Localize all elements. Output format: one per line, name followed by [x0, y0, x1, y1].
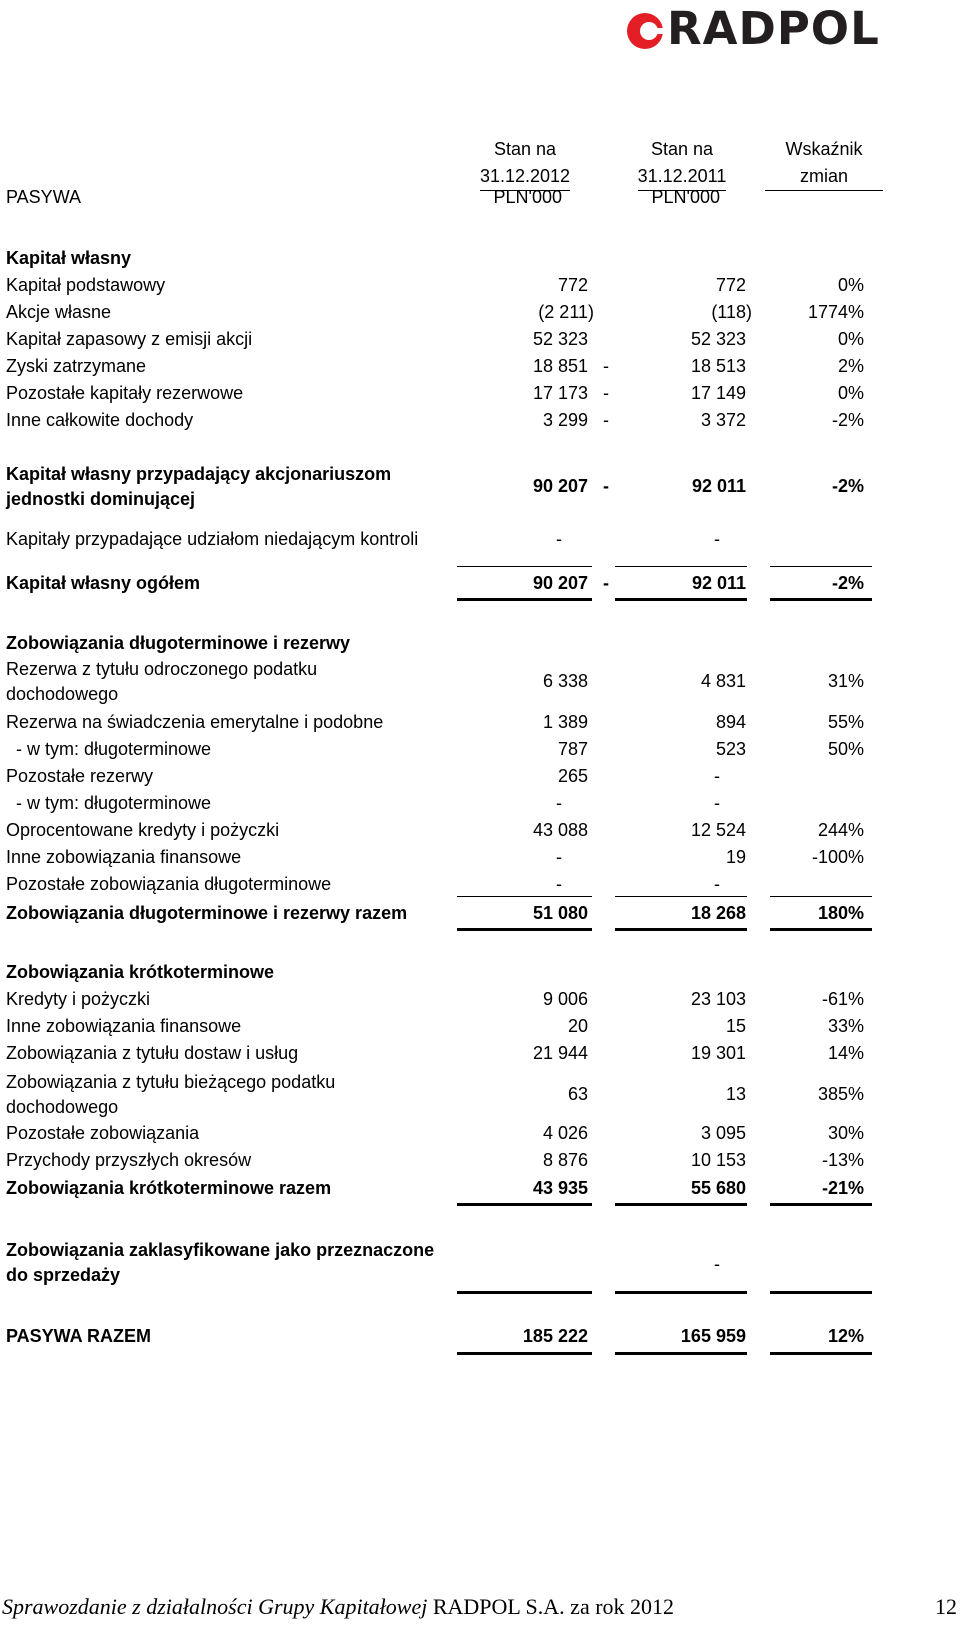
rule	[615, 928, 747, 931]
header-col-change-line1: Wskaźnik	[785, 139, 863, 159]
page-number: 12	[935, 1594, 957, 1619]
rule	[457, 1291, 592, 1294]
rule	[457, 1203, 592, 1206]
rule	[457, 1352, 592, 1355]
rule	[770, 928, 872, 931]
header-col-change-line2: zmian	[765, 163, 883, 191]
rule	[457, 598, 592, 601]
rule	[615, 1291, 747, 1294]
radpol-logo	[625, 4, 955, 54]
rule	[615, 1352, 747, 1355]
footer-title-company: RADPOL S.A. za rok 2012	[432, 1594, 675, 1619]
footer-title-italic: Sprawozdanie z działalności Grupy Kapitałowej	[2, 1594, 428, 1619]
rule	[615, 1203, 747, 1206]
header-col-2012-date: 31.12.2012	[480, 163, 570, 191]
header-col-2011-date: 31.12.2011	[638, 163, 727, 191]
header-col-2012	[460, 136, 590, 191]
rule	[457, 928, 592, 931]
header-col-2012-line1: Stan na	[493, 139, 557, 159]
rule	[770, 566, 872, 567]
rule	[615, 896, 747, 897]
section-label: PASYWA	[6, 187, 82, 207]
rule	[770, 1352, 872, 1355]
header-col-2011	[617, 136, 747, 191]
rule	[770, 1291, 872, 1294]
rule	[770, 896, 872, 897]
rule	[457, 566, 592, 567]
rule	[770, 1203, 872, 1206]
header-col-2011-line1: Stan na	[650, 139, 714, 159]
unit-col-2012: PLN'000	[493, 187, 562, 207]
radpol-logo-mark-icon	[625, 4, 669, 54]
rule	[615, 566, 747, 567]
rule	[457, 896, 592, 897]
unit-col-2011: PLN'000	[651, 187, 720, 207]
rule	[770, 598, 872, 601]
rule	[615, 598, 747, 601]
logo-wordmark: RADPOL	[667, 2, 880, 55]
header-col-change	[765, 136, 883, 191]
